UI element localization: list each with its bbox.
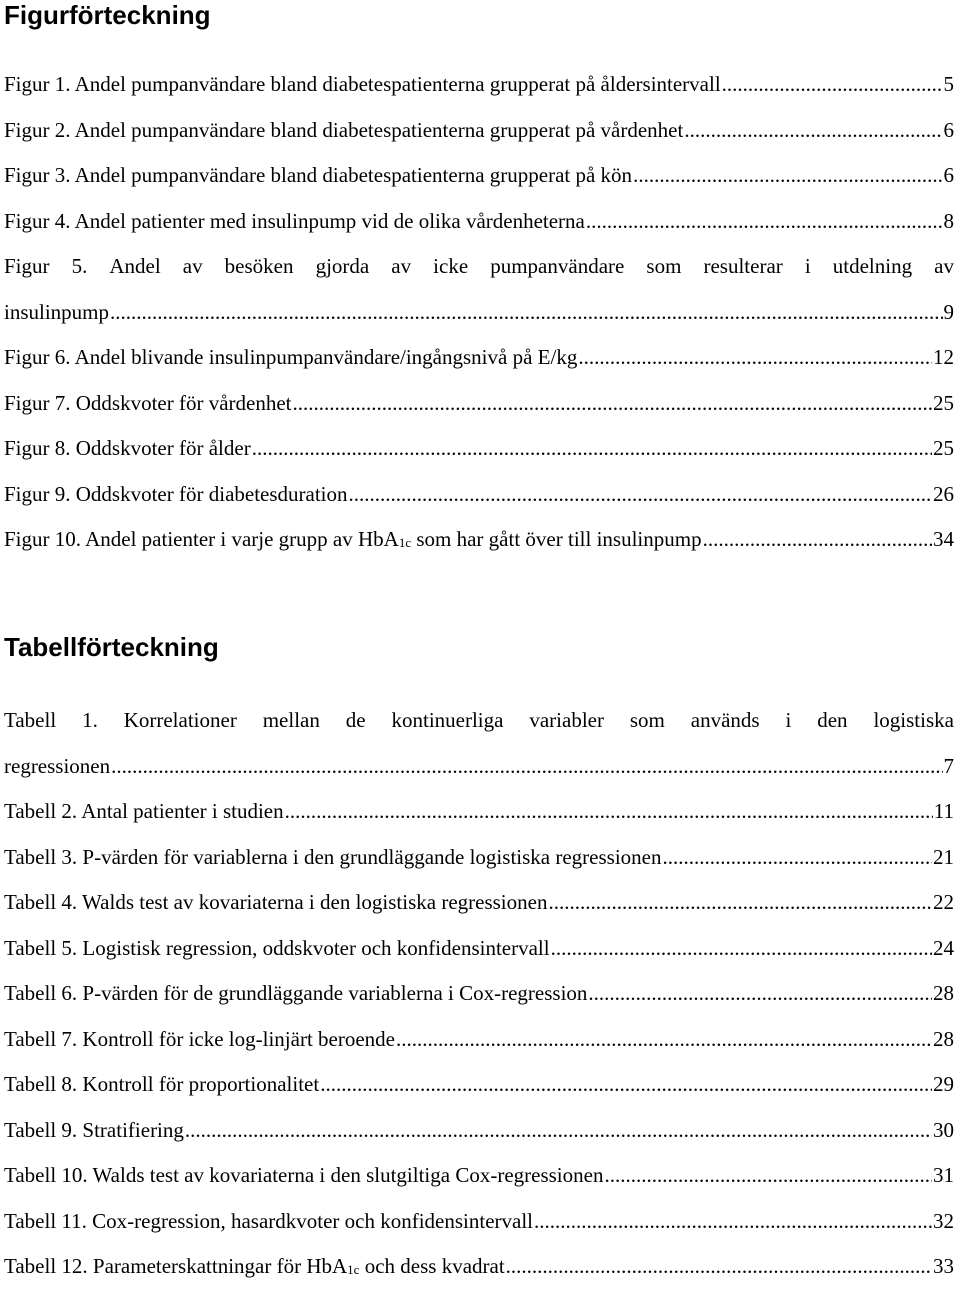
toc-entry-table-5[interactable] bbox=[4, 926, 954, 972]
toc-entry-table-11[interactable] bbox=[4, 1199, 954, 1245]
dot-leader bbox=[506, 1244, 932, 1290]
entry-label: Figur 9. Oddskvoter för diabetesduration bbox=[4, 481, 348, 506]
entry-label-part: och dess kvadrat bbox=[359, 1254, 505, 1278]
dot-leader bbox=[349, 472, 932, 518]
toc-entry-table-10[interactable] bbox=[4, 1153, 954, 1199]
entry-page-number: 28 bbox=[933, 981, 954, 1005]
entry-label-subscript: 1c bbox=[347, 1262, 360, 1277]
entry-word: variabler bbox=[529, 708, 604, 732]
dot-leader bbox=[662, 835, 932, 881]
entry-page-number: 25 bbox=[933, 436, 954, 460]
dot-leader bbox=[588, 971, 932, 1017]
dot-leader bbox=[534, 1199, 932, 1245]
entry-page-number: 24 bbox=[933, 935, 954, 960]
entry-label-part: som har gått över till insulinpump bbox=[411, 527, 702, 551]
entry-word: gjorda bbox=[315, 254, 370, 278]
entry-label-part: Tabell 12. Parameterskattningar för HbA bbox=[4, 1254, 348, 1278]
dot-leader bbox=[586, 199, 943, 245]
entry-word: Figur bbox=[4, 254, 50, 278]
entry-page-number: 32 bbox=[933, 1208, 954, 1233]
entry-label: Tabell 8. Kontroll för proportionalitet bbox=[4, 1072, 320, 1096]
dot-leader bbox=[722, 62, 943, 108]
entry-page-number: 30 bbox=[933, 1117, 954, 1142]
entry-label: Figur 2. Andel pumpanvändare bland diabetespatienterna grupperat på vårdenhet bbox=[4, 117, 684, 142]
toc-entry-table-12[interactable] bbox=[4, 1244, 954, 1290]
entry-page-number: 8 bbox=[943, 208, 954, 233]
entry-word: 5. bbox=[71, 254, 88, 278]
entry-label-line1 bbox=[4, 244, 954, 290]
toc-entry-table-2[interactable] bbox=[4, 789, 954, 835]
entry-word: i bbox=[785, 708, 792, 732]
dot-leader bbox=[633, 153, 942, 199]
entry-page-number: 21 bbox=[933, 844, 954, 869]
dot-leader bbox=[684, 108, 942, 154]
entry-label: Figur 4. Andel patienter med insulinpump vid de olika vårdenheterna bbox=[4, 208, 585, 233]
entry-label: Tabell 7. Kontroll för icke log-linjärt beroende bbox=[4, 1026, 395, 1051]
entry-page-number: 33 bbox=[933, 1254, 954, 1278]
entry-word: logistiska bbox=[873, 708, 954, 732]
entry-word: av bbox=[934, 254, 954, 278]
entry-page-number: 5 bbox=[943, 72, 954, 96]
entry-label: Tabell 2. Antal patienter i studien bbox=[4, 799, 284, 823]
entry-page-number: 7 bbox=[943, 753, 954, 778]
entry-label: Figur 8. Oddskvoter för ålder bbox=[4, 436, 251, 460]
entry-label: Figur 3. Andel pumpanvändare bland diabetespatienterna grupperat på kön bbox=[4, 163, 633, 187]
entry-page-number: 9 bbox=[943, 299, 954, 324]
toc-entry-figure-6[interactable] bbox=[4, 335, 954, 381]
entry-page-number: 12 bbox=[933, 345, 954, 369]
entry-label: Figur 6. Andel blivande insulinpumpanvändare/ingångsnivå på E/kg bbox=[4, 345, 578, 369]
entry-page-number: 34 bbox=[933, 527, 954, 551]
entry-word: används bbox=[690, 708, 760, 732]
toc-entry-table-4[interactable] bbox=[4, 880, 954, 926]
entry-label: insulinpump bbox=[4, 299, 110, 324]
toc-entry-figure-8[interactable] bbox=[4, 426, 954, 472]
entry-label: Tabell 10. Walds test av kovariaterna i den slutgiltiga Cox-regressionen bbox=[4, 1163, 604, 1187]
entry-word: av bbox=[391, 254, 412, 278]
dot-leader bbox=[252, 426, 932, 472]
toc-entry-figure-7[interactable] bbox=[4, 381, 954, 427]
entry-label-subscript: 1c bbox=[398, 535, 412, 550]
dot-leader bbox=[548, 880, 932, 926]
entry-label: Figur 7. Oddskvoter för vårdenhet bbox=[4, 390, 292, 415]
entry-label: Tabell 6. P-värden för de grundläggande variablerna i Cox-regression bbox=[4, 981, 588, 1005]
toc-entry-table-3[interactable] bbox=[4, 835, 954, 881]
entry-page-number: 29 bbox=[933, 1072, 954, 1096]
entry-label-line2 bbox=[4, 290, 954, 336]
entry-word: 1. bbox=[82, 708, 98, 732]
toc-entry-figure-9[interactable] bbox=[4, 472, 954, 518]
dot-leader bbox=[578, 335, 932, 381]
entry-label: Tabell 5. Logistisk regression, oddskvoter och konfidensintervall bbox=[4, 935, 550, 960]
entry-page-number: 6 bbox=[943, 163, 954, 187]
figure-list-heading: Figurförteckning bbox=[4, 0, 211, 30]
entry-word: mellan bbox=[262, 708, 320, 732]
entry-word: i bbox=[804, 254, 811, 278]
entry-page-number: 31 bbox=[933, 1163, 954, 1187]
entry-label: Tabell 9. Stratifiering bbox=[4, 1117, 184, 1142]
entry-word: som bbox=[629, 708, 665, 732]
entry-word: de bbox=[345, 708, 366, 732]
toc-entry-figure-3[interactable] bbox=[4, 153, 954, 199]
entry-label-part: Figur 10. Andel patienter i varje grupp av HbA bbox=[4, 527, 399, 551]
entry-label: Figur 1. Andel pumpanvändare bland diabetespatienterna grupperat på åldersintervall bbox=[4, 72, 721, 96]
toc-entry-table-7[interactable] bbox=[4, 1017, 954, 1063]
dot-leader bbox=[320, 1062, 932, 1108]
dot-leader bbox=[111, 744, 942, 790]
entry-page-number: 22 bbox=[933, 890, 954, 914]
dot-leader bbox=[285, 789, 933, 835]
entry-page-number: 25 bbox=[933, 390, 954, 415]
toc-entry-table-9[interactable] bbox=[4, 1108, 954, 1154]
entry-label-line2 bbox=[4, 744, 954, 790]
dot-leader bbox=[110, 290, 942, 336]
entry-word: av bbox=[182, 254, 203, 278]
entry-page-number: 28 bbox=[933, 1026, 954, 1051]
entry-word: pumpanvändare bbox=[490, 254, 625, 278]
entry-page-number: 26 bbox=[933, 481, 954, 506]
table-list-heading: Tabellförteckning bbox=[4, 632, 219, 662]
entry-label: Tabell 4. Walds test av kovariaterna i den logistiska regressionen bbox=[4, 890, 548, 914]
table-list bbox=[4, 698, 954, 1290]
toc-entry-table-8[interactable] bbox=[4, 1062, 954, 1108]
entry-word: Tabell bbox=[4, 708, 57, 732]
toc-entry-figure-4[interactable] bbox=[4, 199, 954, 245]
toc-entry-figure-10[interactable] bbox=[4, 517, 954, 563]
entry-label: Tabell 11. Cox-regression, hasardkvoter och konfidensintervall bbox=[4, 1208, 534, 1233]
toc-entry-figure-1[interactable] bbox=[4, 62, 954, 108]
entry-label bbox=[4, 1244, 505, 1292]
figure-list bbox=[4, 62, 954, 563]
entry-word: Andel bbox=[109, 254, 161, 278]
dot-leader bbox=[551, 926, 932, 972]
entry-word: icke bbox=[433, 254, 469, 278]
entry-word: som bbox=[646, 254, 682, 278]
entry-word: kontinuerliga bbox=[391, 708, 504, 732]
dot-leader bbox=[703, 517, 932, 563]
entry-word: besöken bbox=[224, 254, 294, 278]
entry-page-number: 6 bbox=[943, 117, 954, 142]
entry-page-number: 11 bbox=[933, 799, 954, 823]
toc-entry-figure-5[interactable] bbox=[4, 244, 954, 335]
toc-entry-figure-2[interactable] bbox=[4, 108, 954, 154]
entry-label-line1 bbox=[4, 698, 954, 744]
toc-entry-table-6[interactable] bbox=[4, 971, 954, 1017]
toc-entry-table-1[interactable] bbox=[4, 698, 954, 789]
entry-word: Korrelationer bbox=[123, 708, 237, 732]
entry-word: resulterar bbox=[703, 254, 783, 278]
dot-leader bbox=[293, 381, 932, 427]
entry-label: Tabell 3. P-värden för variablerna i den grundläggande logistiska regressionen bbox=[4, 844, 662, 869]
dot-leader bbox=[396, 1017, 932, 1063]
dot-leader bbox=[185, 1108, 932, 1154]
entry-label bbox=[4, 517, 702, 565]
entry-label: regressionen bbox=[4, 753, 111, 778]
entry-word: utdelning bbox=[832, 254, 913, 278]
entry-word: den bbox=[817, 708, 848, 732]
dot-leader bbox=[604, 1153, 932, 1199]
